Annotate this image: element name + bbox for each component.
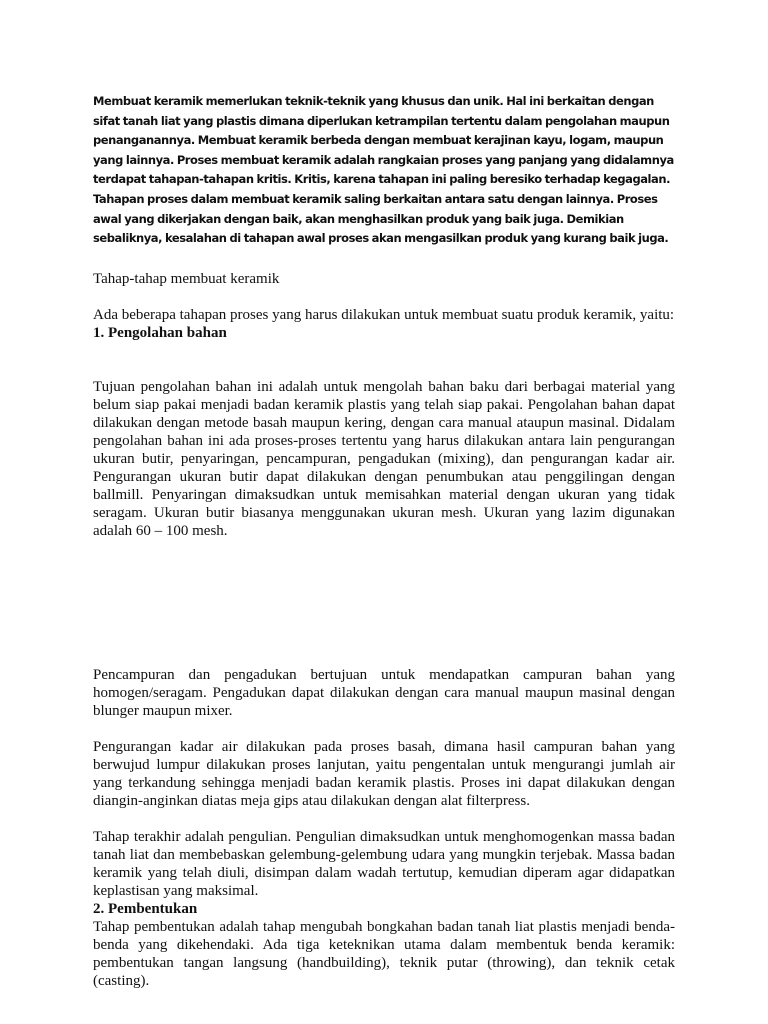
paragraph-pembentukan: Tahap pembentukan adalah tahap mengubah bongkahan badan tanah liat plastis menjadi benda-benda yang dikehendaki. Ada tiga keteknikan utama dalam membentuk benda keramik: pembentukan tangan langsung (handbuilding), teknik putar (throwing), dan teknik cetak (casting). <box>93 919 675 989</box>
paragraph-kadar-air: Pengurangan kadar air dilakukan pada proses basah, dimana hasil campuran bahan yang berwujud lumpur dilakukan proses lanjutan, yaitu pengentalan untuk mengurangi jumlah air yang terkandung sehingga menjadi badan keramik plastis. Proses ini dapat dilakukan dengan diangin-anginkan diatas meja gips atau dilakukan dengan alat filterpress. <box>93 739 675 809</box>
heading-pembentukan: 2. Pembentukan <box>93 901 198 917</box>
lead-section <box>93 306 675 342</box>
heading-pengolahan-bahan: 1. Pengolahan bahan <box>93 325 227 341</box>
paragraph-pencampuran: Pencampuran dan pengadukan bertujuan untuk mendapatkan campuran bahan yang homogen/seragam. Pengadukan dapat dilakukan dengan cara manual maupun masinal dengan blunger maupun mixer. <box>93 667 675 719</box>
section-title: Tahap-tahap membuat keramik <box>93 271 280 287</box>
paragraph-pengulian: Tahap terakhir adalah pengulian. Pengulian dimaksudkan untuk menghomogenkan massa badan tanah liat dan membebaskan gelembung-gelembung udara yang mungkin terjebak. Massa badan keramik yang telah diuli, disimpan dalam wadah tertutup, kemudian diperam agar didapatkan keplastisan yang maksimal. <box>93 829 675 899</box>
lead-paragraph: Ada beberapa tahapan proses yang harus dilakukan untuk membuat suatu produk keramik, yaitu: <box>93 307 675 323</box>
paragraph-pengolahan-bahan: Tujuan pengolahan bahan ini adalah untuk mengolah bahan baku dari berbagai material yang belum siap pakai menjadi badan keramik plastis yang telah siap pakai. Pengolahan bahan dapat dilakukan dengan metode basah maupun kering, dengan cara manual ataupun masinal. Didalam pengolahan bahan ini ada proses-proses tertentu yang harus dilakukan antara lain pengurangan ukuran butir, penyaringan, pencampuran, pengadukan (mixing), dan pengurangan kadar air. Pengurangan ukuran butir dapat dilakukan dengan penumbukan atau penggilingan dengan ballmill. Penyaringan dimaksudkan untuk memisahkan material dengan ukuran yang tidak seragam. Ukuran butir biasanya menggunakan ukuran mesh. Ukuran yang lazim digunakan adalah 60 – 100 mesh. <box>93 379 675 539</box>
pengulian-section <box>93 828 675 990</box>
intro-paragraph: Membuat keramik memerlukan teknik-teknik yang khusus dan unik. Hal ini berkaitan dengan sifat tanah liat yang plastis dimana diperlukan ketrampilan tertentu dalam pengolahan maupun penangananny​a. Membuat keramik berbeda dengan membuat kerajinan kayu, logam, maupun yang lainnya. Proses membuat keramik adalah rangkaian proses yang panjang yang didalamnya terdapat tahapan-tahapan kritis. Kritis, karena tahapan ini paling beresiko terhadap kegagalan. Tahapan proses dalam membuat keramik saling berkaitan antara satu dengan lainnya. Proses awal yang dikerjakan dengan baik, akan menghasilkan produk yang baik juga. Demikian sebaliknya, kesalahan di tahapan awal proses akan mengasilkan produk yang kurang baik juga. <box>93 94 674 246</box>
